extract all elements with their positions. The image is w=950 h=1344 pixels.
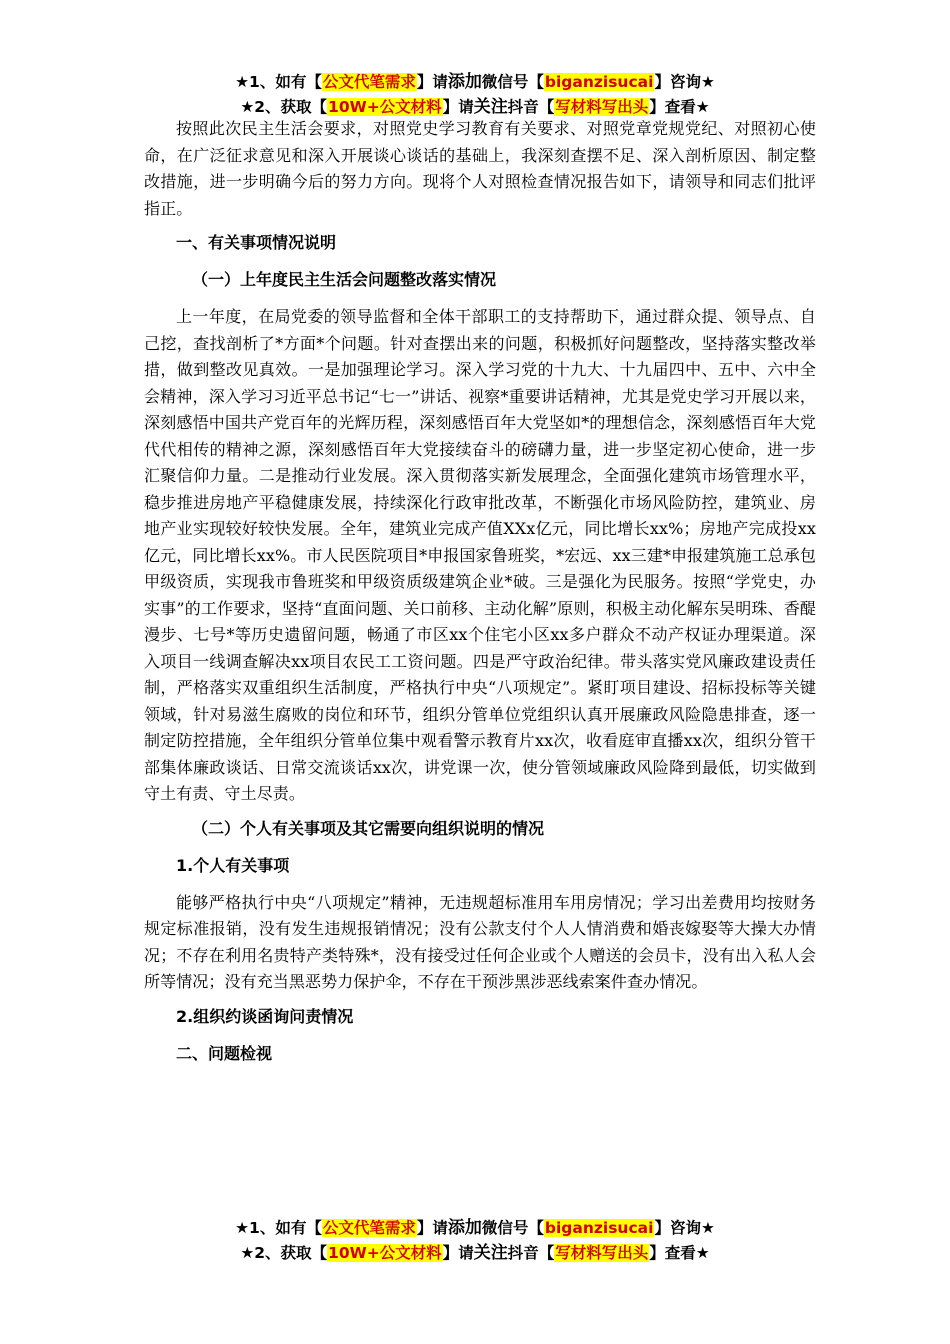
banner-line-2: ★2、获取【10W+公文材料】请关注抖音【写材料写出头】查看★ bbox=[240, 1243, 710, 1263]
item-heading-personal-matters: 1.个人有关事项 bbox=[176, 855, 290, 875]
top-banner bbox=[0, 70, 950, 120]
highlight-wechat-id: biganzisucai bbox=[544, 1219, 654, 1237]
bottom-banner bbox=[0, 1216, 950, 1266]
subsection-heading-1-2: （二）个人有关事项及其它需要向组织说明的情况 bbox=[192, 818, 545, 838]
item-heading-inquiry: 2.组织约谈函询问责情况 bbox=[176, 1006, 354, 1026]
highlight-wechat-id: biganzisucai bbox=[544, 73, 654, 91]
personal-matters-paragraph: 能够严格执行中央“八项规定”精神，无违规超标准用车用房情况；学习出差费用均按财务规定标准报销，没有发生违规报销情况；没有公款支付个人人情消费和婚丧嫁娶等大操大办情况；不存在利用名贵特产类特殊*，没有接受过任何企业或个人赠送的会员卡，没有出入私人会所等情况；没有充当黑恶势力保护伞，不存在干预涉黑涉恶线索案件查办情况。 bbox=[144, 892, 816, 991]
highlight-douyin-account: 写材料写出头 bbox=[555, 1244, 649, 1262]
highlight-douyin-account: 写材料写出头 bbox=[555, 98, 649, 116]
highlight-materials: 10W+公文材料 bbox=[328, 1244, 442, 1262]
section-heading-1: 一、有关事项情况说明 bbox=[176, 233, 337, 252]
document-body bbox=[144, 116, 816, 1078]
highlight-service: 公文代笔需求 bbox=[322, 73, 416, 91]
banner-line-1: ★1、如有【公文代笔需求】请添加微信号【biganzisucai】咨询★ bbox=[235, 1218, 715, 1238]
highlight-service: 公文代笔需求 bbox=[322, 1219, 416, 1237]
intro-paragraph: 按照此次民主生活会要求，对照党史学习教育有关要求、对照党章党规党纪、对照初心使命，在广泛征求意见和深入开展谈心谈话的基础上，我深刻查摆不足、深入剖析原因、制定整改措施，进一步明确今后的努力方向。现将个人对照检查情况报告如下，请领导和同志们批评指正。 bbox=[144, 119, 816, 218]
banner-line-2: ★2、获取【10W+公文材料】请关注抖音【写材料写出头】查看★ bbox=[240, 97, 710, 117]
banner-line-1: ★1、如有【公文代笔需求】请添加微信号【biganzisucai】咨询★ bbox=[235, 72, 715, 92]
rectification-paragraph: 上一年度，在局党委的领导监督和全体干部职工的支持帮助下，通过群众提、领导点、自己挖，查找剖析了*方面*个问题。针对查摆出来的问题，积极抓好问题整改，坚持落实整改举措，做到整改见真效。一是加强理论学习。深入学习党的十九大、十九届四中、五中、六中全会精神，深入学习习近平总书记“七一”讲话、视察*重要讲话精神，尤其是党史学习开展以来，深刻感悟中国共产党百年的光辉历程，深刻感悟百年大党坚如*的理想信念，深刻感悟百年大党代代相传的精神之源，深刻感悟百年大党接续奋斗的磅礴力量，进一步坚定初心使命，进一步汇聚信仰力量。二是推动行业发展。深入贯彻落实新发展理念，全面强化建筑市场管理水平，稳步推进房地产平稳健康发展，持续深化行政审批改革，不断强化市场风险防控，建筑业、房地产业实现较好较快发展。全年，建筑业完成产值XXx亿元，同比增长xx%；房地产完成投xx亿元，同比增长xx%。市人民医院项目*申报国家鲁班奖，*宏远、xx三建*申报建筑施工总承包甲级资质，实现我市鲁班奖和甲级资质级建筑企业*破。三是强化为民服务。按照“学党史，办实事”的工作要求，坚持“直面问题、关口前移、主动化解”原则，积极主动化解东吴明珠、香醍漫步、七号*等历史遗留问题，畅通了市区xx个住宅小区xx多户群众不动产权证办理渠道。深入项目一线调查解决xx项目农民工工资问题。四是严守政治纪律。带头落实党风廉政建设责任制，严格落实双重组织生活制度，严格执行中央“八项规定”。紧盯项目建设、招标投标等关键领域，针对易滋生腐败的岗位和环节，组织分管单位党组织认真开展廉政风险隐患排查，逐一制定防控措施，全年组织分管单位集中观看警示教育片xx次，收看庭审直播xx次，组织分管干部集体廉政谈话、日常交流谈话xx次，讲党课一次，使分管领域廉政风险降到最低，切实做到守土有责、守土尽责。 bbox=[144, 307, 816, 803]
highlight-materials: 10W+公文材料 bbox=[328, 98, 442, 116]
section-heading-2: 二、问题检视 bbox=[176, 1043, 273, 1063]
subsection-heading-1-1: （一）上年度民主生活会问题整改落实情况 bbox=[192, 270, 497, 289]
